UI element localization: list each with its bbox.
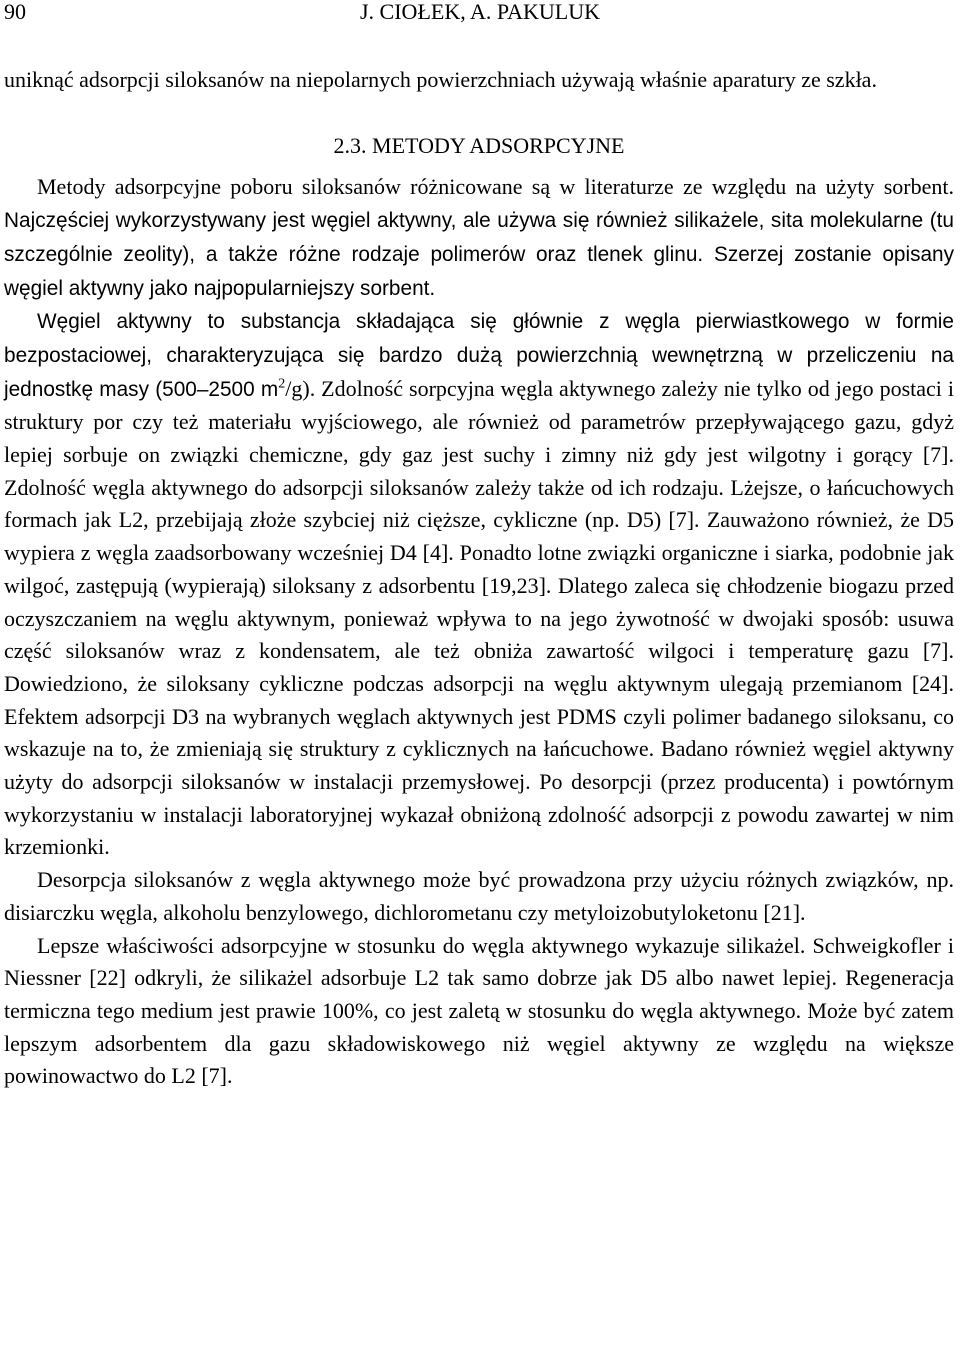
- running-head: J. CIOŁEK, A. PAKULUK: [360, 0, 600, 24]
- paragraph-desorption: Desorpcja siloksanów z węgla aktywnego może być prowadzona przy użyciu różnych związków, np. disiarczku węgla, alkoholu benzylowego, dichlorometanu czy metyloizobutyloketonu [21].: [4, 867, 954, 925]
- section-heading: 2.3. METODY ADSORPCYJNE: [333, 132, 625, 158]
- paragraph-adsorption-methods: [4, 171, 954, 305]
- paragraph-text-sans: Najczęściej wykorzystywany jest węgiel aktywny, ale używa się również silikażele, sita molekularne (tu szczególnie zeolity), a także różne rodzaje polimerów oraz tlenek glinu. Szerzej zostanie opisany węgiel aktywny jako najpopularniejszy sorbent.: [4, 209, 954, 300]
- superscript: 2: [278, 376, 286, 392]
- paragraph-text: /g). Zdolność sorpcyjna węgla aktywnego zależy nie tylko od jego postaci i struktury por czy też materiału wyjściowego, ale również od parametrów przepływającego gazu, gdyż lepiej sorbuje on związki chemiczne, gdy gaz jest suchy i zimny niż gdy jest wilgotny i gorący [7]. Zdolność węgla aktywnego do adsorpcji siloksanów zależy także od ich rodzaju. Lżejsze, o łańcuchowych formach jak L2, przebijają złoże szybciej niż cięższe, cykliczne (np. D5) [7]. Zauważono również, że D5 wypiera z węgla zaadsorbowany wcześniej D4 [4]. Ponadto lotne związki organiczne i siarka, podobnie jak wilgoć, zastępują (wypierają) siloksany z adsorbentu [19,23]. Dlatego zaleca się chłodzenie biogazu przed oczyszczaniem na węglu aktywnym, ponieważ wpływa to na jego żywotność w dwojaki sposób: usuwa część siloksanów wraz z kondensatem, ale też obniża zawartość wilgoci i temperaturę gazu [7]. Dowiedziono, że siloksany cykliczne podczas adsorpcji na węglu aktywnym ulegają przemianom [24]. Efektem adsorpcji D3 na wybranych węglach aktywnych jest PDMS czyli polimer badanego siloksanu, co wskazuje na to, że zmieniają się struktury z cyklicznych na łańcuchowe. Badano również węgiel aktywny użyty do adsorpcji siloksanów w instalacji przemysłowej. Po desorpcji (przez producenta) i powtórnym wykorzystaniu w instalacji laboratoryjnej wykazał obniżoną zdolność adsorpcji z powodu zawartej w nim krzemionki.: [4, 375, 955, 860]
- page-number: 90: [4, 0, 26, 24]
- page-body: [4, 64, 954, 1093]
- paragraph-silica-gel: Lepsze właściwości adsorpcyjne w stosunku do węgla aktywnego wykazuje silikażel. Schweigkofler i Niessner [22] odkryli, że silikażel adsorbuje L2 tak samo dobrze jak D5 albo nawet lepiej. Regeneracja termiczna tego medium jest prawie 100%, co jest zaletą w stosunku do węgla aktywnego. Może być zatem lepszym adsorbentem dla gazu składowiskowego niż węgiel aktywny ze względu na większe powinowactwo do L2 [7].: [4, 932, 954, 1089]
- paragraph-continued: uniknąć adsorpcji siloksanów na niepolarnych powierzchniach używają właśnie aparatury ze szkła.: [4, 67, 877, 92]
- paragraph-text-sans: Węgiel aktywny to substancja składająca się głównie z węgla pierwiastkowego w formie bezpostaciowej, charakteryzująca się bardzo dużą powierzchnią wewnętrzną w przeliczeniu na jednostkę masy (500–2500 m: [4, 310, 954, 401]
- page-header: [0, 0, 960, 32]
- paragraph-text: Metody adsorpcyjne poboru siloksanów różnicowane są w literaturze ze względu na użyty sorbent.: [37, 174, 954, 200]
- paragraph-activated-carbon: [4, 305, 954, 864]
